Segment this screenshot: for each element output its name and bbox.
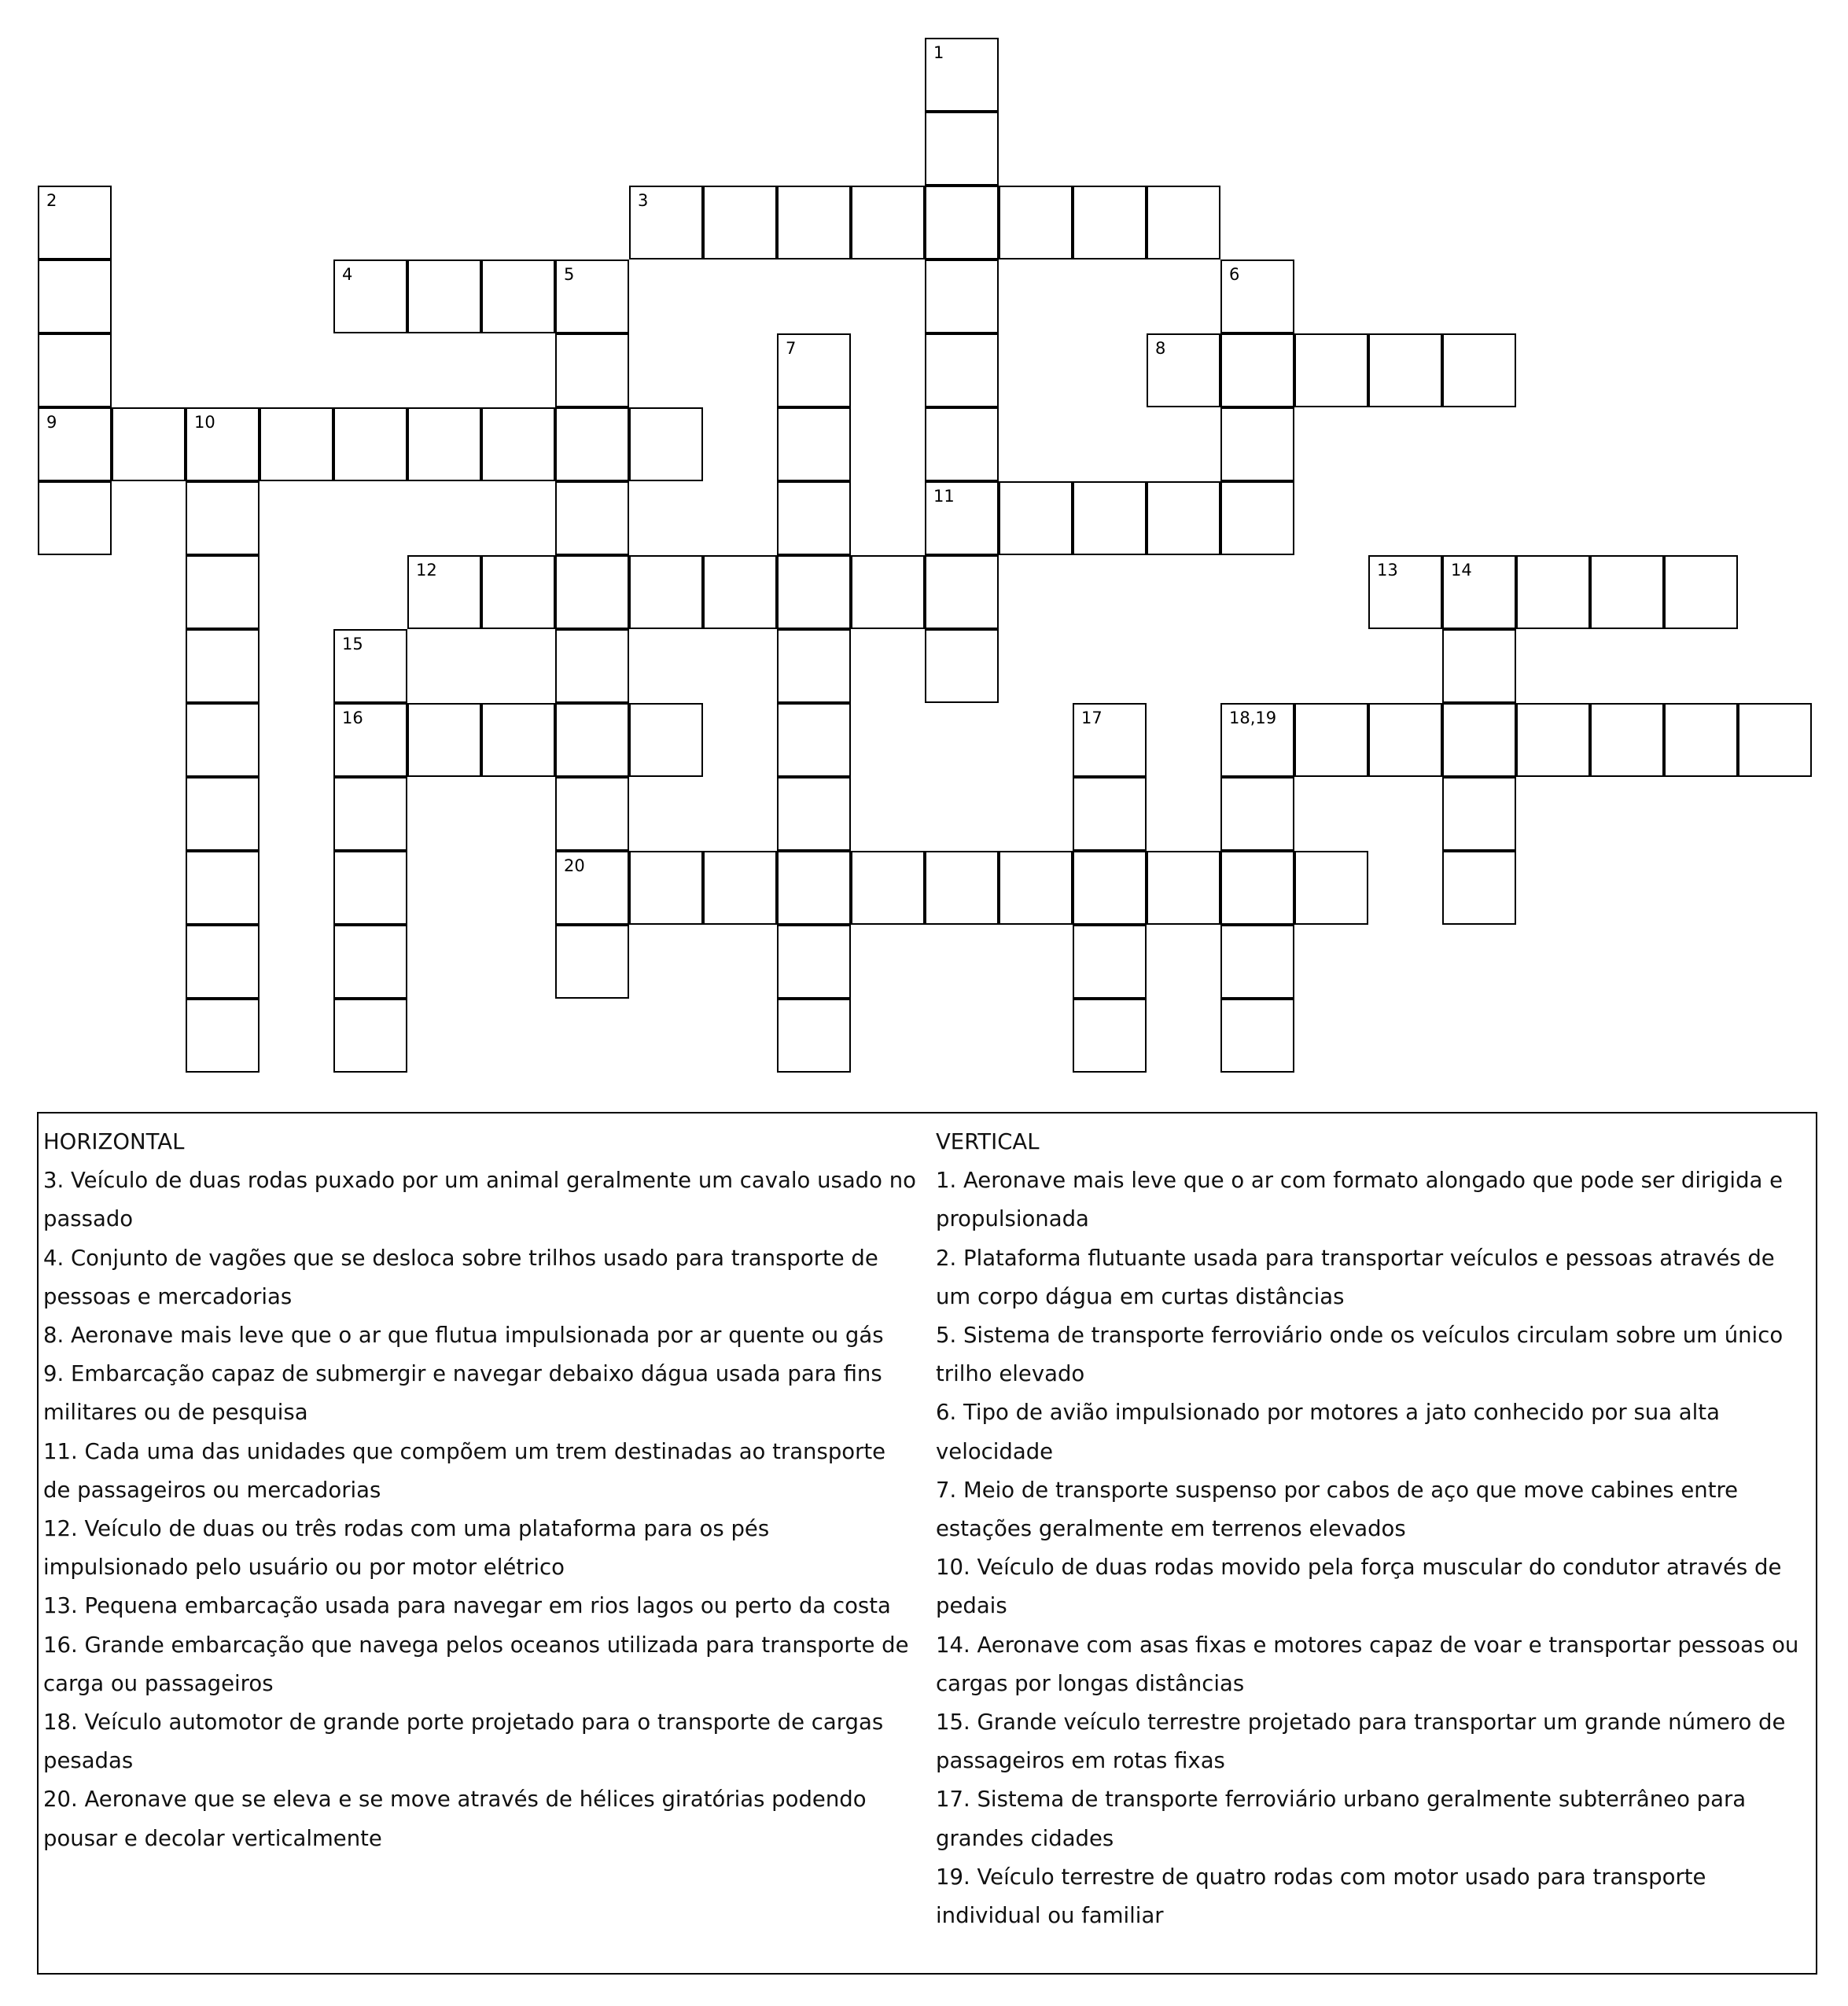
clue-down-6: 6. Tipo de avião impulsionado por motores a jato conhecido por sua alta velocidade xyxy=(936,1400,1720,1464)
clue-down-15: 15. Grande veículo terrestre projetado para transportar um grande número de passageiros em rotas fixas xyxy=(936,1710,1786,1774)
grid-cell[interactable] xyxy=(186,555,260,629)
grid-cell[interactable] xyxy=(38,407,112,481)
grid-cell[interactable] xyxy=(925,112,999,186)
grid-cell[interactable] xyxy=(777,703,851,777)
grid-cell[interactable] xyxy=(777,851,851,925)
grid-cell[interactable] xyxy=(1368,555,1442,629)
grid-cell[interactable] xyxy=(1073,851,1147,925)
clue-across-8: 8. Aeronave mais leve que o ar que flutua impulsionada por ar quente ou gás xyxy=(43,1323,884,1349)
clue-across-12: 12. Veículo de duas ou três rodas com uma plataforma para os pés impulsionado pelo usuário ou por motor elétrico xyxy=(43,1516,770,1581)
grid-cell[interactable] xyxy=(1664,703,1738,777)
grid-cell[interactable] xyxy=(1220,925,1294,999)
grid-cell[interactable] xyxy=(1442,333,1516,407)
cell-number: 13 xyxy=(1377,561,1398,580)
grid-cell[interactable] xyxy=(186,703,260,777)
grid-cell[interactable] xyxy=(38,186,112,259)
grid-cell[interactable] xyxy=(1590,555,1664,629)
cell-number: 11 xyxy=(933,487,955,506)
grid-cell[interactable] xyxy=(777,333,851,407)
grid-cell[interactable] xyxy=(629,703,703,777)
grid-cell[interactable] xyxy=(1442,777,1516,851)
grid-cell[interactable] xyxy=(777,777,851,851)
grid-cell[interactable] xyxy=(629,407,703,481)
grid-cell[interactable] xyxy=(1368,333,1442,407)
grid-cell[interactable] xyxy=(925,38,999,112)
grid-cell[interactable] xyxy=(851,555,925,629)
grid-cell[interactable] xyxy=(333,703,407,777)
cell-number: 5 xyxy=(564,265,575,284)
grid-cell[interactable] xyxy=(925,333,999,407)
grid-cell[interactable] xyxy=(1220,703,1294,777)
grid-cell[interactable] xyxy=(1147,186,1220,259)
grid-cell[interactable] xyxy=(1147,333,1220,407)
grid-cell[interactable] xyxy=(186,999,260,1073)
grid-cell[interactable] xyxy=(555,925,629,999)
grid-cell[interactable] xyxy=(1442,629,1516,703)
grid-cell[interactable] xyxy=(1294,333,1368,407)
grid-cell[interactable] xyxy=(407,703,481,777)
grid-cell[interactable] xyxy=(1294,703,1368,777)
grid-cell[interactable] xyxy=(1220,259,1294,333)
grid-cell[interactable] xyxy=(38,259,112,333)
grid-cell[interactable] xyxy=(407,407,481,481)
grid-cell[interactable] xyxy=(1073,703,1147,777)
grid-cell[interactable] xyxy=(925,629,999,703)
grid-cell[interactable] xyxy=(851,186,925,259)
grid-cell[interactable] xyxy=(555,629,629,703)
grid-cell[interactable] xyxy=(407,555,481,629)
clue-down-1: 1. Aeronave mais leve que o ar com formato alongado que pode ser dirigida e propulsionada xyxy=(936,1168,1784,1232)
grid-cell[interactable] xyxy=(1368,703,1442,777)
cell-number: 8 xyxy=(1155,339,1166,358)
clue-across-4: 4. Conjunto de vagões que se desloca sobre trilhos usado para transporte de pessoas e mercadorias xyxy=(43,1245,878,1309)
grid-cell[interactable] xyxy=(333,629,407,703)
grid-cell[interactable] xyxy=(1664,555,1738,629)
cell-number: 3 xyxy=(638,191,649,210)
grid-cell[interactable] xyxy=(38,333,112,407)
cell-number: 20 xyxy=(564,856,585,875)
grid-cell[interactable] xyxy=(1147,481,1220,555)
grid-cell[interactable] xyxy=(703,555,777,629)
grid-cell[interactable] xyxy=(1738,703,1812,777)
grid-cell[interactable] xyxy=(333,407,407,481)
grid-cell[interactable] xyxy=(186,925,260,999)
cell-number: 6 xyxy=(1229,265,1240,284)
grid-cell[interactable] xyxy=(1220,407,1294,481)
grid-cell[interactable] xyxy=(1073,925,1147,999)
grid-cell[interactable] xyxy=(925,481,999,555)
grid-cell[interactable] xyxy=(555,851,629,925)
grid-cell[interactable] xyxy=(186,851,260,925)
grid-cell[interactable] xyxy=(1220,999,1294,1073)
grid-cell[interactable] xyxy=(925,851,999,925)
grid-cell[interactable] xyxy=(925,259,999,333)
grid-cell[interactable] xyxy=(260,407,333,481)
grid-cell[interactable] xyxy=(1516,703,1590,777)
cell-number: 2 xyxy=(46,191,57,210)
grid-cell[interactable] xyxy=(481,703,555,777)
cell-number: 4 xyxy=(342,265,353,284)
grid-cell[interactable] xyxy=(925,186,999,259)
cell-number: 16 xyxy=(342,709,363,727)
clue-across-16: 16. Grande embarcação que navega pelos oceanos utilizada para transporte de carga ou passageiros xyxy=(43,1632,909,1696)
grid-cell[interactable] xyxy=(186,777,260,851)
grid-cell[interactable] xyxy=(1590,703,1664,777)
grid-cell[interactable] xyxy=(777,925,851,999)
grid-cell[interactable] xyxy=(999,851,1073,925)
grid-cell[interactable] xyxy=(1073,186,1147,259)
grid-cell[interactable] xyxy=(999,481,1073,555)
cell-number: 12 xyxy=(416,561,437,580)
clue-across-13: 13. Pequena embarcação usada para navegar em rios lagos ou perto da costa xyxy=(43,1593,891,1619)
grid-cell[interactable] xyxy=(333,999,407,1073)
grid-cell[interactable] xyxy=(1442,851,1516,925)
grid-cell[interactable] xyxy=(777,999,851,1073)
horizontal-heading: HORIZONTAL xyxy=(43,1129,185,1154)
grid-cell[interactable] xyxy=(1073,481,1147,555)
cell-number: 7 xyxy=(786,339,797,358)
grid-cell[interactable] xyxy=(555,259,629,333)
grid-cell[interactable] xyxy=(1220,777,1294,851)
grid-cell[interactable] xyxy=(1516,555,1590,629)
grid-cell[interactable] xyxy=(999,186,1073,259)
grid-cell[interactable] xyxy=(112,407,186,481)
grid-cell[interactable] xyxy=(186,481,260,555)
clue-across-3: 3. Veículo de duas rodas puxado por um animal geralmente um cavalo usado no passado xyxy=(43,1168,916,1232)
grid-cell[interactable] xyxy=(703,186,777,259)
cell-number: 18,19 xyxy=(1229,709,1277,727)
grid-cell[interactable] xyxy=(333,925,407,999)
grid-cell[interactable] xyxy=(555,407,629,481)
cell-number: 17 xyxy=(1081,709,1103,727)
clue-down-14: 14. Aeronave com asas fixas e motores capaz de voar e transportar pessoas ou cargas por longas distâncias xyxy=(936,1632,1799,1696)
cell-number: 1 xyxy=(933,43,944,62)
grid-cell[interactable] xyxy=(1147,851,1220,925)
grid-cell[interactable] xyxy=(777,481,851,555)
cell-number: 15 xyxy=(342,635,363,653)
grid-cell[interactable] xyxy=(703,851,777,925)
grid-cell[interactable] xyxy=(481,407,555,481)
clues-box xyxy=(37,1112,1817,1975)
clue-across-18: 18. Veículo automotor de grande porte projetado para o transporte de cargas pesadas xyxy=(43,1710,884,1774)
clue-down-2: 2. Plataforma flutuante usada para transportar veículos e pessoas através de um corpo dágua em curtas distâncias xyxy=(936,1245,1775,1309)
grid-cell[interactable] xyxy=(555,777,629,851)
grid-cell[interactable] xyxy=(333,777,407,851)
clue-down-17: 17. Sistema de transporte ferroviário urbano geralmente subterrâneo para grandes cidades xyxy=(936,1787,1747,1851)
clue-across-11: 11. Cada uma das unidades que compõem um trem destinadas ao transporte de passageiros ou mercadorias xyxy=(43,1438,886,1503)
grid-cell[interactable] xyxy=(333,259,407,333)
grid-cell[interactable] xyxy=(925,555,999,629)
grid-cell[interactable] xyxy=(186,629,260,703)
grid-cell[interactable] xyxy=(1073,999,1147,1073)
grid-cell[interactable] xyxy=(851,851,925,925)
clue-down-19: 19. Veículo terrestre de quatro rodas com motor usado para transporte individual ou familiar xyxy=(936,1864,1706,1929)
clue-down-10: 10. Veículo de duas rodas movido pela força muscular do condutor através de pedais xyxy=(936,1555,1782,1619)
grid-cell[interactable] xyxy=(555,333,629,407)
grid-cell[interactable] xyxy=(555,481,629,555)
grid-cell[interactable] xyxy=(1220,851,1294,925)
clue-down-7: 7. Meio de transporte suspenso por cabos de aço que move cabines entre estações geralmente em terrenos elevados xyxy=(936,1477,1739,1542)
clue-across-20: 20. Aeronave que se eleva e se move através de hélices giratórias podendo pousar e decolar verticalmente xyxy=(43,1787,867,1851)
grid-cell[interactable] xyxy=(925,407,999,481)
grid-cell[interactable] xyxy=(555,703,629,777)
vertical-clues xyxy=(936,1123,1810,1935)
grid-cell[interactable] xyxy=(629,851,703,925)
grid-cell[interactable] xyxy=(1442,703,1516,777)
grid-cell[interactable] xyxy=(1220,333,1294,407)
grid-cell[interactable] xyxy=(1442,555,1516,629)
grid-cell[interactable] xyxy=(481,555,555,629)
grid-cell[interactable] xyxy=(629,555,703,629)
grid-cell[interactable] xyxy=(629,186,703,259)
cell-number: 9 xyxy=(46,413,57,432)
grid-cell[interactable] xyxy=(1073,777,1147,851)
grid-cell[interactable] xyxy=(1294,851,1368,925)
grid-cell[interactable] xyxy=(407,259,481,333)
clue-down-5: 5. Sistema de transporte ferroviário onde os veículos circulam sobre um único trilho elevado xyxy=(936,1323,1784,1387)
grid-cell[interactable] xyxy=(555,555,629,629)
grid-cell[interactable] xyxy=(333,851,407,925)
grid-cell[interactable] xyxy=(38,481,112,555)
cell-number: 14 xyxy=(1451,561,1472,580)
grid-cell[interactable] xyxy=(777,186,851,259)
grid-cell[interactable] xyxy=(777,629,851,703)
clue-across-9: 9. Embarcação capaz de submergir e navegar debaixo dágua usada para fins militares ou de pesquisa xyxy=(43,1361,882,1426)
horizontal-clues xyxy=(43,1123,916,1858)
grid-cell[interactable] xyxy=(186,407,260,481)
vertical-heading: VERTICAL xyxy=(936,1129,1040,1154)
grid-cell[interactable] xyxy=(777,407,851,481)
grid-cell[interactable] xyxy=(777,555,851,629)
grid-cell[interactable] xyxy=(481,259,555,333)
grid-cell[interactable] xyxy=(1220,481,1294,555)
cell-number: 10 xyxy=(194,413,215,432)
